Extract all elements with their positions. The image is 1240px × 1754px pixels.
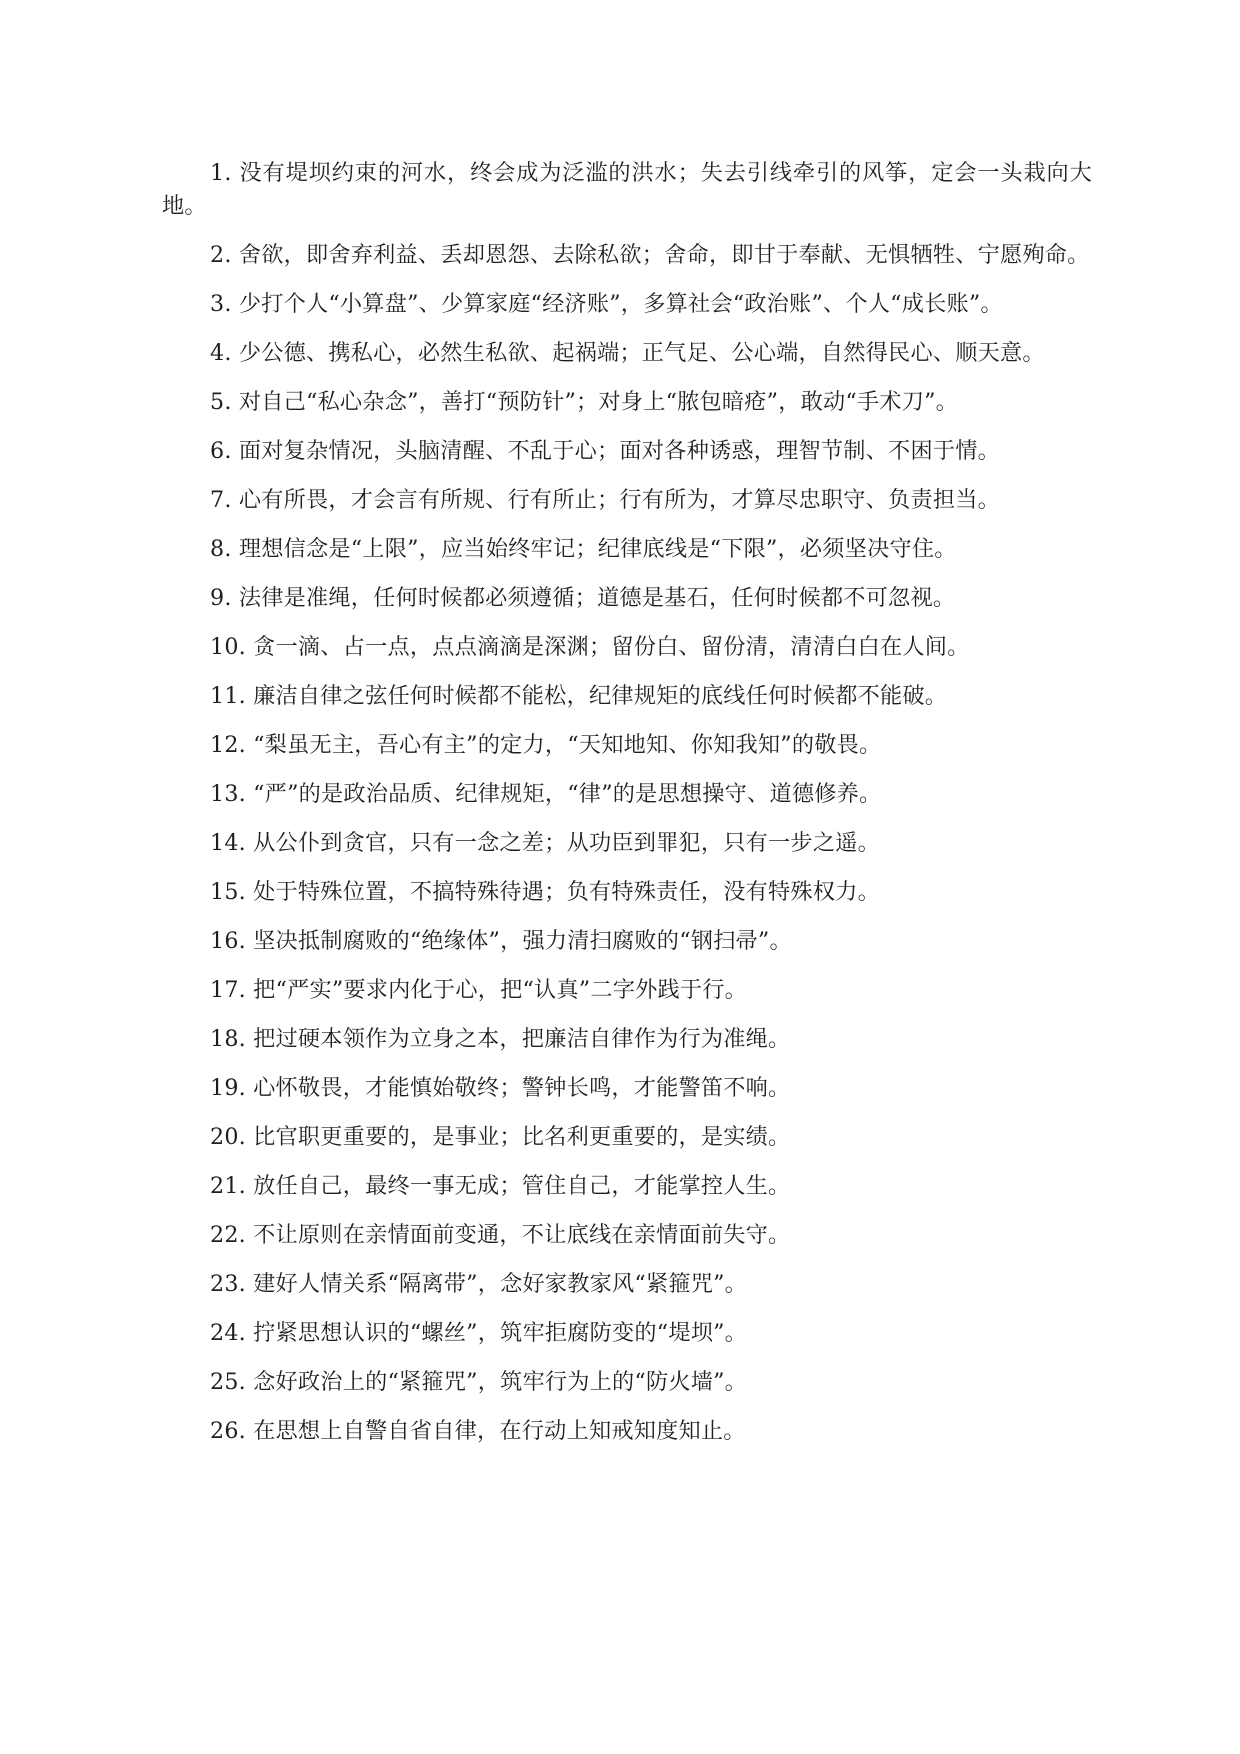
paragraph-7: 7. 心有所畏，才会言有所规、行有所止；行有所为，才算尽忠职守、负责担当。 bbox=[210, 487, 1000, 513]
paragraph-5: 5. 对自己“私心杂念”，善打“预防针”；对身上“脓包暗疮”，敢动“手术刀”。 bbox=[210, 389, 959, 415]
paragraph-1: 1. 没有堤坝约束的河水，终会成为泛滥的洪水；失去引线牵引的风筝，定会一头栽向大地。 bbox=[162, 160, 1092, 219]
paragraph-22: 22. 不让原则在亲情面前变通，不让底线在亲情面前失守。 bbox=[210, 1222, 791, 1248]
document-body bbox=[162, 157, 1092, 1464]
paragraph-3: 3. 少打个人“小算盘”、少算家庭“经济账”，多算社会“政治账”、个人“成长账”。 bbox=[210, 291, 1003, 317]
paragraph-23: 23. 建好人情关系“隔离带”，念好家教家风“紧箍咒”。 bbox=[210, 1271, 748, 1297]
paragraph-21: 21. 放任自己，最终一事无成；管住自己，才能掌控人生。 bbox=[210, 1173, 791, 1199]
paragraph-26: 26. 在思想上自警自省自律，在行动上知戒知度知止。 bbox=[210, 1418, 746, 1444]
paragraph-25: 25. 念好政治上的“紧箍咒”，筑牢行为上的“防火墙”。 bbox=[210, 1369, 748, 1395]
paragraph-17: 17. 把“严实”要求内化于心，把“认真”二字外践于行。 bbox=[210, 977, 748, 1003]
paragraph-16: 16. 坚决抵制腐败的“绝缘体”，强力清扫腐败的“钢扫帚”。 bbox=[210, 928, 792, 954]
paragraph-10: 10. 贪一滴、占一点，点点滴滴是深渊；留份白、留份清，清清白白在人间。 bbox=[210, 634, 970, 660]
paragraph-19: 19. 心怀敬畏，才能慎始敬终；警钟长鸣，才能警笛不响。 bbox=[210, 1075, 791, 1101]
paragraph-6: 6. 面对复杂情况，头脑清醒、不乱于心；面对各种诱惑，理智节制、不困于情。 bbox=[210, 438, 1000, 464]
paragraph-9: 9. 法律是准绳，任何时候都必须遵循；道德是基石，任何时候都不可忽视。 bbox=[210, 585, 956, 611]
paragraph-14: 14. 从公仆到贪官，只有一念之差；从功臣到罪犯，只有一步之遥。 bbox=[210, 830, 880, 856]
paragraph-11: 11. 廉洁自律之弦任何时候都不能松，纪律规矩的底线任何时候都不能破。 bbox=[210, 683, 948, 709]
paragraph-15: 15. 处于特殊位置，不搞特殊待遇；负有特殊责任，没有特殊权力。 bbox=[210, 879, 880, 905]
paragraph-13: 13. “严”的是政治品质、纪律规矩，“律”的是思想操守、道德修养。 bbox=[210, 781, 882, 807]
paragraph-8: 8. 理想信念是“上限”，应当始终牢记；纪律底线是“下限”，必须坚决守住。 bbox=[210, 536, 957, 562]
paragraph-2: 2. 舍欲，即舍弃利益、丢却恩怨、去除私欲；舍命，即甘于奉献、无惧牺牲、宁愿殉命。 bbox=[210, 242, 1090, 268]
paragraph-4: 4. 少公德、携私心，必然生私欲、起祸端；正气足、公心端，自然得民心、顺天意。 bbox=[210, 340, 1045, 366]
paragraph-12: 12. “梨虽无主，吾心有主”的定力，“天知地知、你知我知”的敬畏。 bbox=[210, 732, 882, 758]
paragraph-20: 20. 比官职更重要的，是事业；比名利更重要的，是实绩。 bbox=[210, 1124, 791, 1150]
paragraph-24: 24. 拧紧思想认识的“螺丝”，筑牢拒腐防变的“堤坝”。 bbox=[210, 1320, 748, 1346]
paragraph-18: 18. 把过硬本领作为立身之本，把廉洁自律作为行为准绳。 bbox=[210, 1026, 791, 1052]
